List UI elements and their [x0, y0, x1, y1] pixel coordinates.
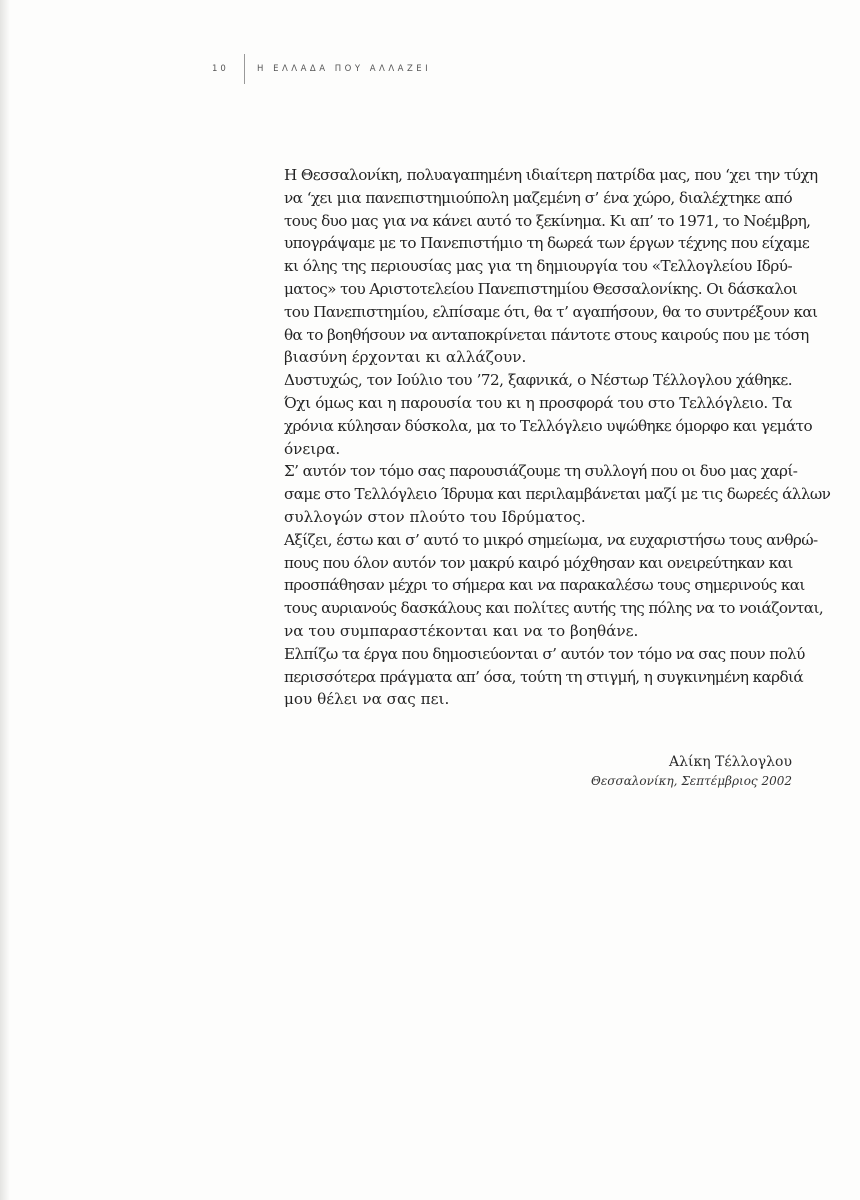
body-text [284, 164, 831, 711]
text-line: συλλογών στον πλούτο του Ιδρύματος. [284, 507, 586, 526]
text-line: περισσότερα πράγματα απ’ όσα, τούτη τη στιγμή, η συγκινημένη καρδιά [284, 667, 804, 686]
text-line: Δυστυχώς, τον Ιούλιο του ’72, ξαφνικά, ο Νέστωρ Τέλλογλου χάθηκε. [284, 371, 793, 390]
section-title: Η ΕΛΛΑΔΑ ΠΟΥ ΑΛΛΑΖΕΙ [257, 64, 432, 74]
paragraph-5 [284, 643, 805, 711]
author-name: Αλίκη Τέλλογλου [668, 754, 792, 770]
text-line: σαμε στο Τελλόγλειο Ίδρυμα και περιλαμβάνεται μαζί με τις δωρεές άλλων [284, 485, 831, 504]
text-line: βιασύνη έρχονται κι αλλάζουν. [284, 348, 527, 367]
text-line: τους δυο μας για να κάνει αυτό το ξεκίνημα. Κι απ’ το 1971, το Νοέμβρη, [284, 211, 811, 230]
text-line: κι όλης της περιουσίας μας για τη δημιουργία του «Τελλογλείου Ιδρύ- [284, 257, 793, 276]
text-line: προσπάθησαν μέχρι το σήμερα και να παρακαλέσω τους σημερινούς και [284, 576, 805, 595]
text-line: να του συμπαραστέκονται και να το βοηθάνε. [284, 621, 639, 640]
gutter-shadow [0, 0, 10, 1200]
text-line: πους που όλον αυτόν τον μακρύ καιρό μόχθησαν και ονειρεύτηκαν και [284, 553, 793, 572]
paragraph-2 [284, 369, 813, 460]
page-number: 10 [212, 64, 229, 74]
text-line: Η Θεσσαλονίκη, πολυαγαπημένη ιδιαίτερη πατρίδα μας, που ‘χει την τύχη [284, 166, 818, 184]
text-line: χρόνια κύλησαν δύσκολα, μα το Τελλόγλειο υψώθηκε όμορφο και γεμάτο [284, 416, 813, 435]
text-line: του Πανεπιστημίου, ελπίσαμε ότι, θα τ’ αγαπήσουν, θα το συντρέξουν και [284, 302, 818, 321]
text-line: Ελπίζω τα έργα που δημοσιεύονται σ’ αυτόν τον τόμο να σας πουν πολύ [284, 644, 805, 663]
text-line: να ‘χει μια πανεπιστημιούπολη μαζεμένη σ’ ένα χώρο, διαλέχτηκε από [284, 188, 792, 207]
text-line: ματος» του Αριστοτελείου Πανεπιστημίου Θεσσαλονίκης. Οι δάσκαλοι [284, 279, 798, 298]
paragraph-1 [284, 164, 818, 369]
text-line: Σ’ αυτόν τον τόμο σας παρουσιάζουμε τη συλλογή που οι δυο μας χαρί- [284, 462, 798, 481]
paragraph-4 [284, 529, 824, 643]
paragraph-3 [284, 460, 831, 528]
text-line: Όχι όμως και η παρουσία του κι η προσφορά του στο Τελλόγλειο. Τα [284, 393, 792, 412]
text-line: θα το βοηθήσουν να ανταποκρίνεται πάντοτε στους καιρούς που με τόση [284, 325, 809, 344]
text-line: υπογράψαμε με το Πανεπιστήμιο τη δωρεά των έργων τέχνης που είχαμε [284, 234, 810, 253]
header-divider [244, 54, 245, 84]
text-line: μου θέλει να σας πει. [284, 690, 450, 709]
text-line: Αξίζει, έστω και σ’ αυτό το μικρό σημείωμα, να ευχαριστήσω τους ανθρώ- [284, 530, 818, 549]
text-line: τους αυριανούς δασκάλους και πολίτες αυτής της πόλης να το νοιάζονται, [284, 599, 824, 618]
signature-block [560, 752, 792, 790]
running-head [212, 54, 431, 84]
place-date: Θεσσαλονίκη, Σεπτέμβριος 2002 [591, 774, 792, 788]
text-line: όνειρα. [284, 439, 341, 458]
